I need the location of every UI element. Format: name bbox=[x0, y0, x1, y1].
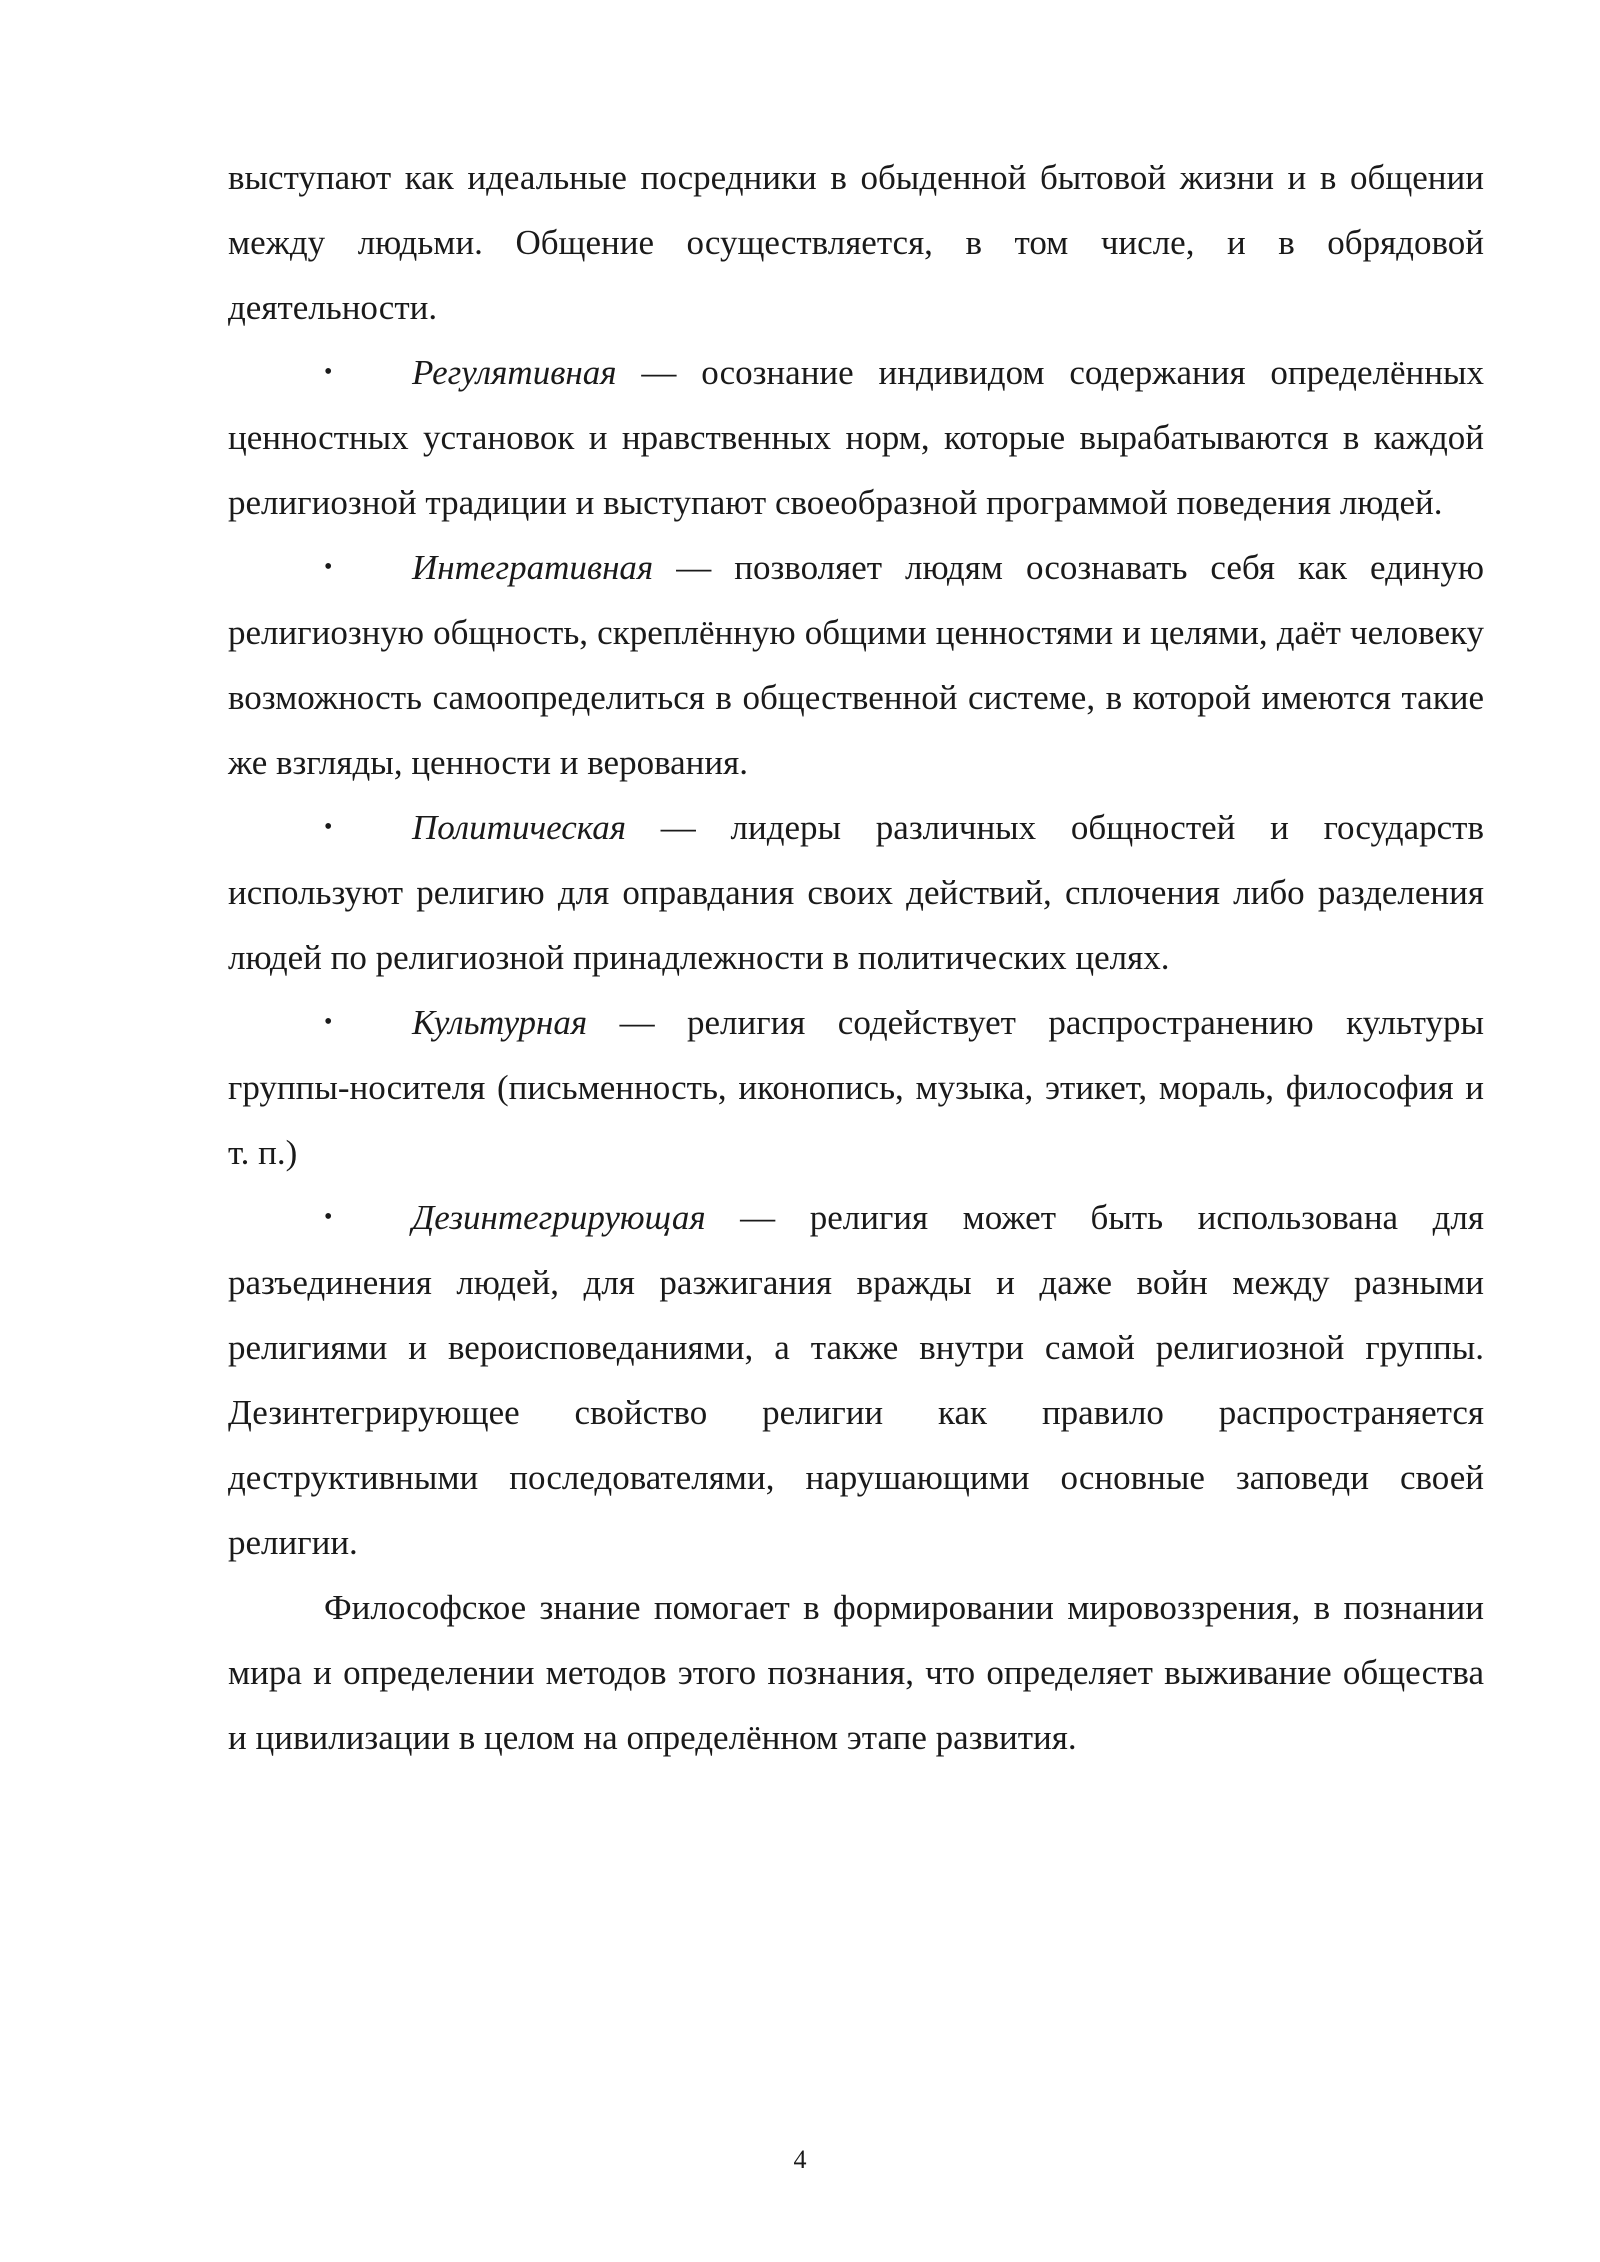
function-description: — позволяет людям осознавать себя как единую религиозную общность, скреплённую общими ценностями и целями, даёт человеку возможность самоопределиться в общественной системе, в которой имеются такие же взгляды, ценности и верования. bbox=[228, 548, 1484, 782]
function-term: Интегративная bbox=[412, 548, 654, 587]
list-item-political bbox=[228, 795, 1484, 990]
list-item-disintegrating bbox=[228, 1185, 1484, 1575]
function-term: Дезинтегрирующая bbox=[412, 1198, 706, 1237]
function-description: — лидеры различных общностей и государств используют религию для оправдания своих действий, сплочения либо разделения людей по религиозной принадлежности в политических целях. bbox=[228, 808, 1484, 977]
function-term: Регулятивная bbox=[412, 353, 617, 392]
document-page bbox=[228, 145, 1484, 1770]
page-number: 4 bbox=[793, 2145, 807, 2174]
list-item-cultural bbox=[228, 990, 1484, 1185]
bullet-icon: • bbox=[324, 814, 333, 840]
intro-paragraph: выступают как идеальные посредники в обыденной бытовой жизни и в общении между людьми. Общение осуществляется, в том числе, и в обрядовой деятельности. bbox=[228, 158, 1484, 327]
bullet-icon: • bbox=[324, 554, 333, 580]
list-item-regulative bbox=[228, 340, 1484, 535]
bullet-icon: • bbox=[324, 359, 333, 385]
function-description: — осознание индивидом содержания определённых ценностных установок и нравственных норм, которые вырабатываются в каждой религиозной традиции и выступают своеобразной программой поведения людей. bbox=[228, 353, 1484, 522]
closing-paragraph: Философское знание помогает в формировании мировоззрения, в познании мира и определении методов этого познания, что определяет выживание общества и цивилизации в целом на определённом этапе развития. bbox=[228, 1588, 1484, 1757]
bullet-icon: • bbox=[324, 1009, 333, 1035]
function-term: Политическая bbox=[412, 808, 627, 847]
bullet-icon: • bbox=[324, 1204, 333, 1230]
function-term: Культурная bbox=[412, 1003, 588, 1042]
list-item-integrative bbox=[228, 535, 1484, 795]
function-description: — религия может быть использована для разъединения людей, для разжигания вражды и даже войн между разными религиями и вероисповеданиями, а также внутри самой религиозной группы. Дезинтегрирующее свойство религии как правило распространяется деструктивными последователями, нарушающими основные заповеди своей религии. bbox=[228, 1198, 1484, 1562]
function-description: — религия содействует распространению культуры группы-носителя (письменность, иконопись, музыка, этикет, мораль, философия и т. п.) bbox=[228, 1003, 1484, 1172]
